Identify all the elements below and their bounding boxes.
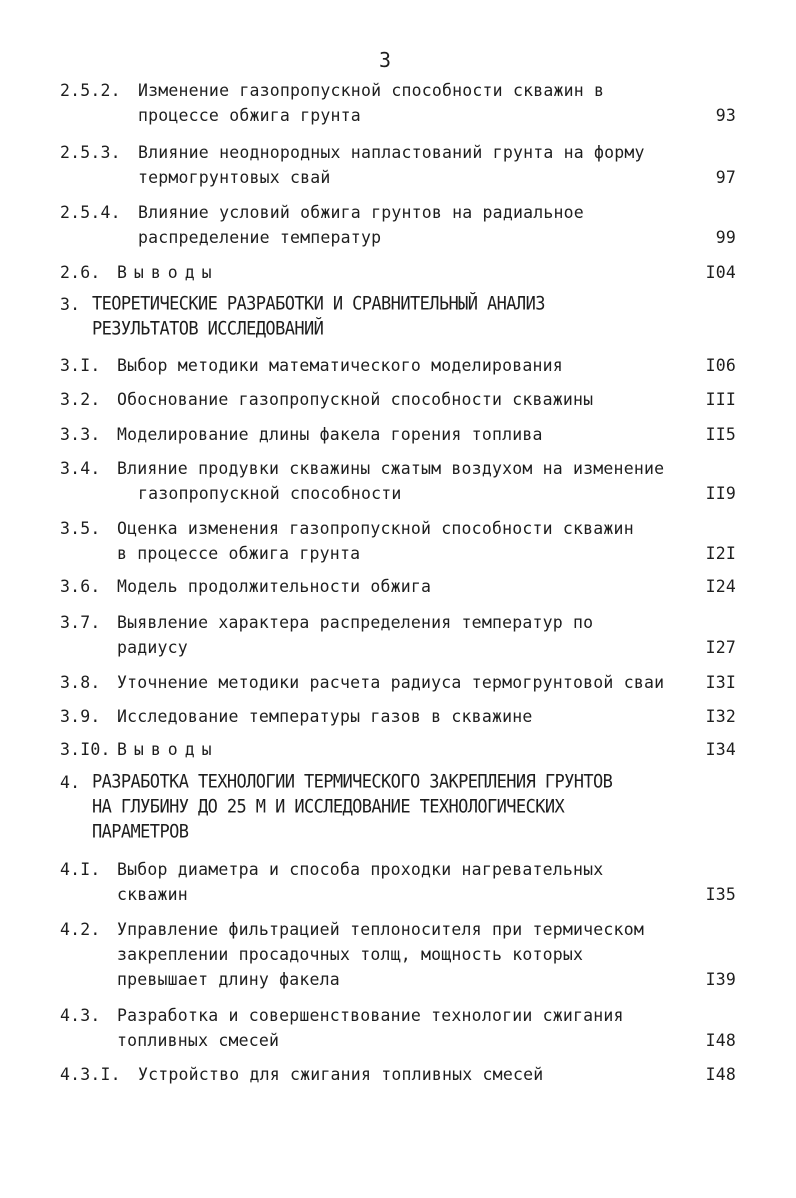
toc-entry bbox=[60, 387, 740, 412]
section-title-line: Выбор диаметра и способа проходки нагревательных bbox=[117, 860, 604, 879]
toc-entry-line bbox=[60, 1003, 740, 1028]
toc-entry-line bbox=[60, 317, 740, 342]
page-reference: I24 bbox=[705, 577, 736, 596]
section-title-line: радиусу bbox=[117, 638, 188, 657]
toc-entry bbox=[60, 140, 740, 190]
section-number: 3.7. bbox=[60, 613, 101, 632]
toc-entry bbox=[60, 1062, 740, 1087]
page-reference: I35 bbox=[705, 885, 736, 904]
section-title-line: Обоснование газопропускной способности скважины bbox=[117, 390, 594, 409]
page-reference: I39 bbox=[705, 970, 736, 989]
section-title-line: Влияние продувки скважины сжатым воздухом на изменение bbox=[117, 459, 665, 478]
section-title-line: Влияние неоднородных напластований грунта на форму bbox=[138, 143, 645, 162]
toc-entry bbox=[60, 200, 740, 250]
section-title-line: РАЗРАБОТКА ТЕХНОЛОГИИ ТЕРМИЧЕСКОГО ЗАКРЕПЛЕНИЯ ГРУНТОВ bbox=[92, 770, 613, 793]
section-number: 3.2. bbox=[60, 390, 101, 409]
page-reference: I2I bbox=[705, 544, 736, 563]
toc-entry-line bbox=[60, 1028, 740, 1053]
toc-entry-line bbox=[60, 737, 740, 762]
section-number: 4.3.I. bbox=[60, 1065, 121, 1084]
page-reference: II5 bbox=[705, 425, 736, 444]
section-title-line: скважин bbox=[117, 885, 188, 904]
toc-entry-line bbox=[60, 610, 740, 635]
page-reference: I06 bbox=[705, 356, 736, 375]
toc-entry bbox=[60, 610, 740, 660]
section-title-line: Оценка изменения газопропускной способности скважин bbox=[117, 519, 634, 538]
section-title-line: Разработка и совершенствование технологии сжигания bbox=[117, 1006, 624, 1025]
toc-entry-line bbox=[60, 770, 740, 795]
toc-entry-line bbox=[60, 882, 740, 907]
section-title-line: Уточнение методики расчета радиуса термогрунтовой сваи bbox=[117, 673, 665, 692]
page-number: 3 bbox=[378, 48, 392, 72]
toc-entry-line bbox=[60, 78, 740, 103]
section-title-line: Изменение газопропускной способности скважин в bbox=[138, 81, 605, 100]
toc-entry-line bbox=[60, 165, 740, 190]
toc-entry-line bbox=[60, 387, 740, 412]
toc-entry bbox=[60, 516, 740, 566]
toc-entry-line bbox=[60, 635, 740, 660]
section-number: 2.5.3. bbox=[60, 143, 121, 162]
page-reference: I27 bbox=[705, 638, 736, 657]
section-title-line: Выводы bbox=[117, 263, 219, 282]
section-number: 3.5. bbox=[60, 519, 101, 538]
section-title-line: закреплении просадочных толщ, мощность которых bbox=[117, 945, 584, 964]
section-title-line: Выводы bbox=[117, 740, 219, 759]
toc-entry-line bbox=[60, 422, 740, 447]
toc-entry bbox=[60, 857, 740, 907]
section-title-line: Устройство для сжигания топливных смесей bbox=[138, 1065, 544, 1084]
section-number: 2.5.4. bbox=[60, 203, 121, 222]
section-title-line: РЕЗУЛЬТАТОВ ИССЛЕДОВАНИЙ bbox=[92, 317, 324, 340]
page-reference: 93 bbox=[715, 106, 736, 125]
toc-entry bbox=[60, 456, 740, 506]
page-reference: II9 bbox=[705, 484, 736, 503]
section-title-line: Исследование температуры газов в скважине bbox=[117, 707, 533, 726]
toc-entry bbox=[60, 292, 740, 342]
toc-entry-line bbox=[60, 795, 740, 820]
toc-entry-line bbox=[60, 942, 740, 967]
section-title-line: ПАРАМЕТРОВ bbox=[92, 820, 189, 843]
toc-entry bbox=[60, 770, 740, 845]
toc-entry bbox=[60, 260, 740, 285]
toc-entry-line bbox=[60, 516, 740, 541]
toc-entry-line bbox=[60, 574, 740, 599]
section-number: 4.2. bbox=[60, 920, 101, 939]
page-reference: I34 bbox=[705, 740, 736, 759]
toc-entry-line bbox=[60, 260, 740, 285]
toc-entry-line bbox=[60, 200, 740, 225]
toc-entry-line bbox=[60, 917, 740, 942]
toc-entry-line bbox=[60, 857, 740, 882]
section-number: 2.6. bbox=[60, 263, 101, 282]
page-reference: I48 bbox=[705, 1065, 736, 1084]
section-title-line: процессе обжига грунта bbox=[138, 106, 361, 125]
section-number: 3.9. bbox=[60, 707, 101, 726]
section-number: 4. bbox=[60, 773, 81, 792]
toc-entry-line bbox=[60, 456, 740, 481]
toc-entry bbox=[60, 353, 740, 378]
section-title-line: в процессе обжига грунта bbox=[117, 544, 361, 563]
section-title-line: Модель продолжительности обжига bbox=[117, 577, 432, 596]
page-reference: I04 bbox=[705, 263, 736, 282]
page-reference: I3I bbox=[705, 673, 736, 692]
section-title-line: Управление фильтрацией теплоносителя при термическом bbox=[117, 920, 644, 939]
section-title-line: топливных смесей bbox=[117, 1031, 280, 1050]
toc-entry-line bbox=[60, 353, 740, 378]
toc-entry-line bbox=[60, 967, 740, 992]
section-number: 3. bbox=[60, 295, 81, 314]
toc-entry bbox=[60, 737, 740, 762]
section-number: 3.I. bbox=[60, 356, 101, 375]
toc-entry-line bbox=[60, 541, 740, 566]
section-title-line: Влияние условий обжига грунтов на радиальное bbox=[138, 203, 584, 222]
toc-entry-line bbox=[60, 140, 740, 165]
section-number: 4.3. bbox=[60, 1006, 101, 1025]
section-number: 3.4. bbox=[60, 459, 101, 478]
section-number: 4.I. bbox=[60, 860, 101, 879]
section-number: 3.I0. bbox=[60, 740, 111, 759]
page-reference: III bbox=[705, 390, 736, 409]
toc-entry bbox=[60, 78, 740, 128]
section-number: 3.6. bbox=[60, 577, 101, 596]
toc-entry bbox=[60, 917, 740, 992]
section-title-line: термогрунтовых свай bbox=[138, 168, 331, 187]
page-reference: 97 bbox=[715, 168, 736, 187]
toc-entry-line bbox=[60, 820, 740, 845]
toc-entry-line bbox=[60, 225, 740, 250]
page-reference: 99 bbox=[715, 228, 736, 247]
toc-entry bbox=[60, 574, 740, 599]
toc-entry-line bbox=[60, 103, 740, 128]
section-number: 3.3. bbox=[60, 425, 101, 444]
toc-entry-line bbox=[60, 704, 740, 729]
toc-entry-line bbox=[60, 481, 740, 506]
section-title-line: ТЕОРЕТИЧЕСКИЕ РАЗРАБОТКИ И СРАВНИТЕЛЬНЫЙ АНАЛИЗ bbox=[92, 292, 545, 315]
section-title-line: Выбор методики математического моделирования bbox=[117, 356, 563, 375]
section-title-line: НА ГЛУБИНУ ДО 25 М И ИССЛЕДОВАНИЕ ТЕХНОЛОГИЧЕСКИХ bbox=[92, 795, 565, 818]
section-number: 2.5.2. bbox=[60, 81, 121, 100]
toc-entry-line bbox=[60, 670, 740, 695]
toc-entry bbox=[60, 670, 740, 695]
toc-entry-line bbox=[60, 1062, 740, 1087]
page-reference: I48 bbox=[705, 1031, 736, 1050]
section-title-line: газопропускной способности bbox=[138, 484, 402, 503]
page-reference: I32 bbox=[705, 707, 736, 726]
section-number: 3.8. bbox=[60, 673, 101, 692]
toc-entry bbox=[60, 422, 740, 447]
section-title-line: превышает длину факела bbox=[117, 970, 340, 989]
toc-entry bbox=[60, 704, 740, 729]
toc-entry bbox=[60, 1003, 740, 1053]
section-title-line: распределение температур bbox=[138, 228, 382, 247]
toc-entry-line bbox=[60, 292, 740, 317]
section-title-line: Выявление характера распределения температур по bbox=[117, 613, 594, 632]
section-title-line: Моделирование длины факела горения топлива bbox=[117, 425, 543, 444]
